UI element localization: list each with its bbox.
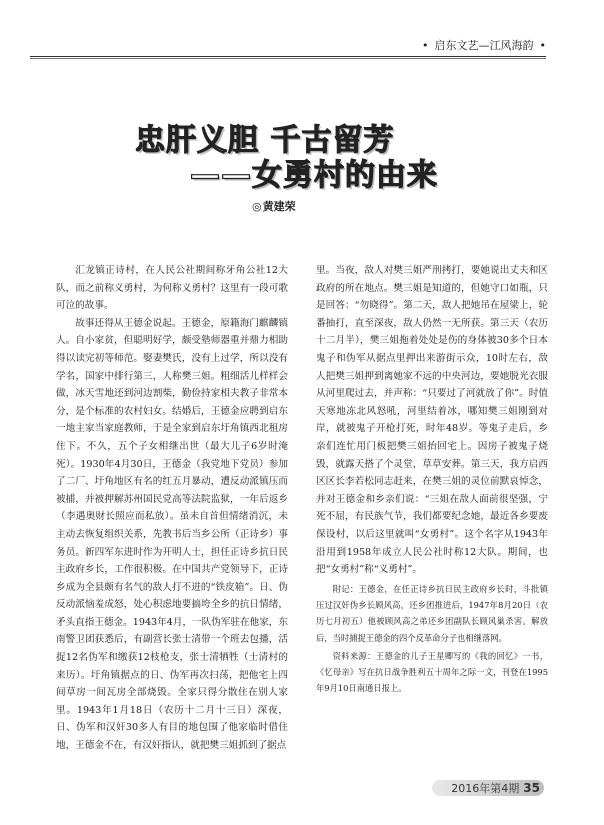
header-section-title: 启东文艺—江风海韵 (434, 39, 534, 52)
issue-label: 2016年第4期 (451, 782, 520, 795)
header-bullet-right: • (539, 38, 546, 52)
page-number: 35 (523, 781, 540, 795)
article-title: 忠肝义胆 千古留芳 (135, 123, 395, 158)
footnote-paragraph: 附记：王德金，在任正诗乡抗日民主政府乡长时，斗批镇压过汉奸伪乡长顾风高，还乡团推进后，1947年8月20日（农历七月初五）他被顾风高之弟还乡团副队长顾风巢杀害。解放后，当时捕捉王德金的四个反革命分子也相继落网。 (316, 583, 548, 643)
footnote-paragraph: 资料来源：王德金的儿子王星卿写的《我的回忆》一书，《忆母亲》写在抗日战争胜利五十周年之际一文，刊登在1995年9月10日南通日报上。 (316, 650, 548, 694)
text-column-right (316, 262, 548, 697)
header-rule-thin (30, 58, 546, 59)
byline-mark-icon: ◎ (252, 200, 262, 213)
text-column-left (56, 262, 288, 755)
header-bullet-left: • (422, 38, 429, 52)
body-paragraph-continued: 里。当夜，敌人对樊三姐严刑拷打，要她说出丈夫和区政府的所在地点。樊三姐是知道的，但她守口如瓶，只是回答：“勿晓得”。第二天，敌人把她吊在屋梁上，轮番抽打，直至深夜，敌人仍然一无所获。第三天（农历十二月半），樊三姐拖着处处是伤的身体被30多个日本鬼子和伪军从据点里押出来游街示众，10时左右，敌人把樊三姐押到离她家不远的中央河边，要她脱光衣服从河里爬过去，并声称：“只要过了河就放了你”。时值天寒地冻北风怒吼，河里结着冰，哪知樊三姐刚到对岸，就被鬼子开枪打死，时年48岁。等鬼子走后，乡亲们连忙用门板把樊三姐抬回宅上。因房子被鬼子烧毁，就露天搭了个灵堂，草草安葬。第三天，我方启西区区长李若松同志赶来，在樊三姐的灵位前默哀悼念，并对王德金和乡亲们说：“三姐在敌人面前很坚强，宁死不屈，有民族气节，我们都要纪念她，最近各乡要废保设村，以后这里就叫“女勇村”。这个名字从1943年沿用到1958年成立人民公社时称12大队。期间，也把“女勇村”称“义勇村”。 (316, 265, 548, 576)
running-header (422, 36, 546, 54)
article-subtitle: ——女勇村的由来 (190, 158, 438, 193)
author-byline (252, 198, 296, 214)
body-paragraph: 汇龙镇正诗村，在人民公社期间称牙角公社12大队，而之前称义勇村，为何称义勇村？这里有一段可歌可泣的故事。 (56, 265, 288, 312)
page-footer (432, 780, 544, 796)
body-paragraph: 故事还得从王德金说起。王德金，原籍海门麒麟镇人。自小家贫，但聪明好学，颇受塾师器重并鼎力相助得以读完初等师范。娶妻樊氏，没有上过学，所以没有学名，国家中排行第三，人称樊三姐。粗细活儿样样会做，冰天雪地还到河边割柴，勤俭持家相夫教子非常本分，是个标准的农村妇女。结婚后，王德金应聘到启东一地主家当家庭教师，于是全家到启东圩角镇西北租房住下。不久，五个子女相继出世（最大儿子6岁时淹死）。1930年4月30日，王德金（我党地下党员）参加了二厂、圩角地区有名的红五月暴动，遭反动派镇压而被捕，并被押解苏州国民党高等法院监狱，一年后返乡（李遇奥财长照应而私放）。虽未自首但情绪消沉，未主动去恢复组织关系，先教书后当乡公所（正诗乡）事务员。新四军东进时作为开明人士，担任正诗乡抗日民主政府乡长，工作很积极。在中国共产党领导下，正诗乡成为全县颇有名气的敌人打不进的“铁皮箱”。日、伪反动派恼羞成怒，处心积虑地要搞垮全乡的抗日情绪，矛头直指王德金。1943年4月，一队伪军驻在他家，东南警卫团获悉后，有副营长张士清带一个班去包播，活捉12名伪军和缴获12枝枪支，张士清牺牲（士清村的来历）。圩角镇据点的日、伪军再次扫荡，把他宅上四间草房一间瓦房全部烧毁。全家只得分散住在别人家里。1943年1月18日（农历十二月十三日）深夜，日、伪军和汉奸30多人有目的地包围了他家临时借住地，王德金不在，有汉奸指认，就把樊三姐抓到了据点 (56, 317, 288, 752)
header-rule (30, 56, 546, 57)
author-name: 黄建荣 (262, 200, 296, 213)
